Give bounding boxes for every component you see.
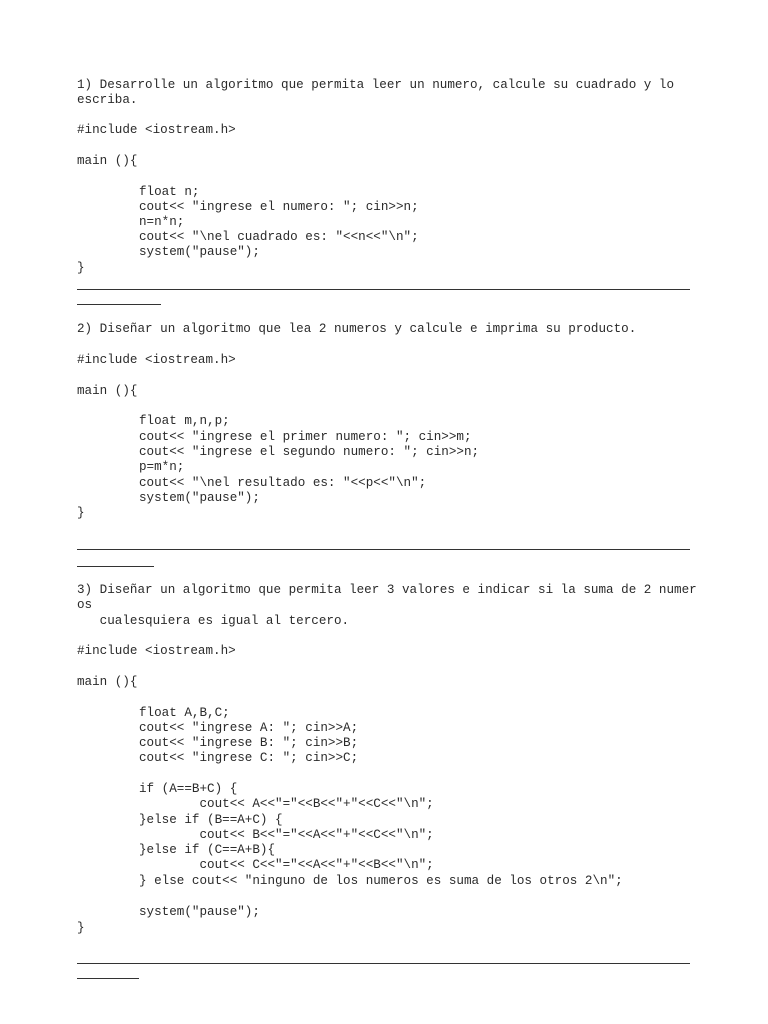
separator-line xyxy=(77,549,690,550)
exercise-3-code-line: system("pause"); xyxy=(139,905,260,919)
exercise-3-code-line: }else if (B==A+C) { xyxy=(139,813,283,827)
exercise-1-main-close: } xyxy=(77,261,85,275)
exercise-1-title-line-1: 1) Desarrolle un algoritmo que permita leer un numero, calcule su cuadrado y lo xyxy=(77,78,675,92)
exercise-3-title-line-3: cualesquiera es igual al tercero. xyxy=(77,614,350,628)
exercise-1-code-line: cout<< "ingrese el numero: "; cin>>n; xyxy=(139,200,419,214)
exercise-1-code-line: cout<< "\nel cuadrado es: "<<n<<"\n"; xyxy=(139,230,419,244)
separator-line xyxy=(77,963,690,964)
exercise-2-code-line: float m,n,p; xyxy=(139,414,230,428)
exercise-2-code-line: cout<< "ingrese el primer numero: "; cin>>m; xyxy=(139,430,472,444)
exercise-1-include: #include <iostream.h> xyxy=(77,123,236,137)
separator-line-tail xyxy=(77,978,139,979)
exercise-2-code-line: cout<< "\nel resultado es: "<<p<<"\n"; xyxy=(139,476,427,490)
exercise-1-code-line: system("pause"); xyxy=(139,245,260,259)
exercise-1-title-line-2: escriba. xyxy=(77,93,138,107)
exercise-3-main-close: } xyxy=(77,921,85,935)
exercise-2-code-line: system("pause"); xyxy=(139,491,260,505)
exercise-3-include: #include <iostream.h> xyxy=(77,644,236,658)
exercise-3-code-line: cout<< "ingrese B: "; cin>>B; xyxy=(139,736,359,750)
exercise-3-code-line: cout<< "ingrese C: "; cin>>C; xyxy=(139,751,359,765)
exercise-3-code-line: cout<< B<<"="<<A<<"+"<<C<<"\n"; xyxy=(139,828,434,842)
exercise-1-main-open: main (){ xyxy=(77,154,138,168)
separator-line-tail xyxy=(77,566,154,567)
exercise-3-code-line: cout<< "ingrese A: "; cin>>A; xyxy=(139,721,359,735)
exercise-3-code-line: if (A==B+C) { xyxy=(139,782,238,796)
exercise-3-code-line: cout<< C<<"="<<A<<"+"<<B<<"\n"; xyxy=(139,858,434,872)
exercise-2-main-close: } xyxy=(77,506,85,520)
separator-line-tail xyxy=(77,304,161,305)
exercise-2-code-line: cout<< "ingrese el segundo numero: "; cin>>n; xyxy=(139,445,480,459)
exercise-3-title-line-2: os xyxy=(77,598,93,612)
exercise-3-code-line: float A,B,C; xyxy=(139,706,230,720)
exercise-2-title-line-1: 2) Diseñar un algoritmo que lea 2 numeros y calcule e imprima su producto. xyxy=(77,322,637,336)
exercise-1-code-line: float n; xyxy=(139,185,200,199)
exercise-3-title-line-1: 3) Diseñar un algoritmo que permita leer 3 valores e indicar si la suma de 2 numer xyxy=(77,583,697,597)
exercise-3-main-open: main (){ xyxy=(77,675,138,689)
separator-line xyxy=(77,289,690,290)
exercise-3-code-line: cout<< A<<"="<<B<<"+"<<C<<"\n"; xyxy=(139,797,434,811)
exercise-3-code-line: }else if (C==A+B){ xyxy=(139,843,276,857)
exercise-3-code-line: } else cout<< "ninguno de los numeros es suma de los otros 2\n"; xyxy=(139,874,623,888)
exercise-2-include: #include <iostream.h> xyxy=(77,353,236,367)
exercise-1-code-line: n=n*n; xyxy=(139,215,185,229)
exercise-2-code-line: p=m*n; xyxy=(139,460,185,474)
exercise-2-main-open: main (){ xyxy=(77,384,138,398)
